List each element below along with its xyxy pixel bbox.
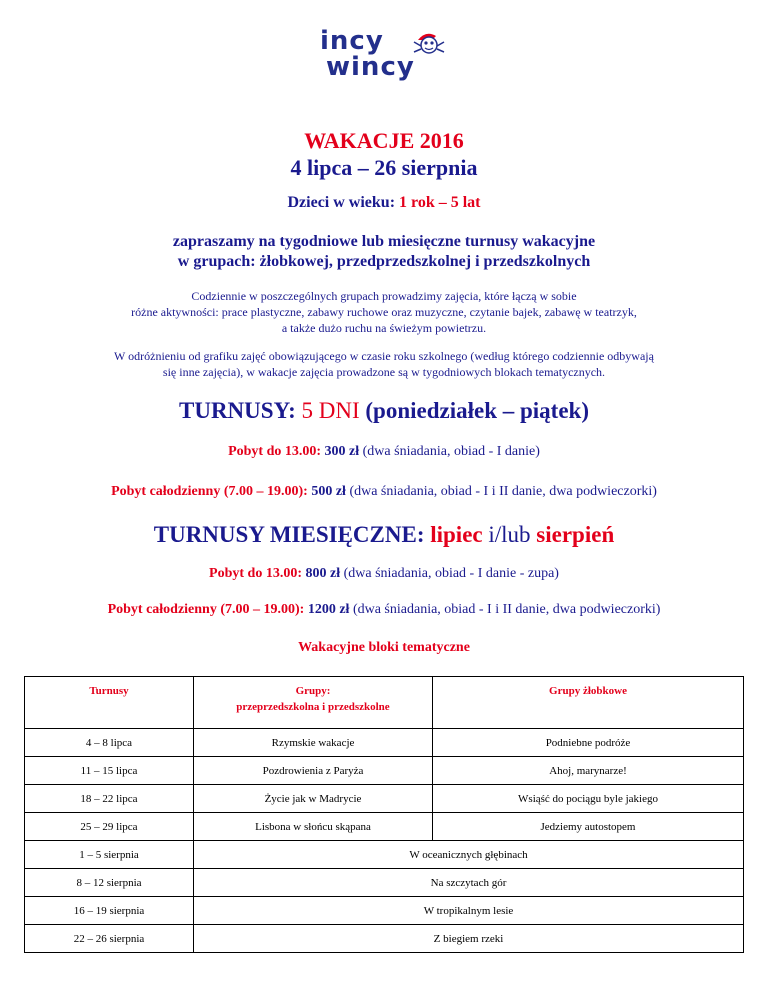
table-cell: 22 – 26 sierpnia (25, 925, 194, 953)
invitation-line-2: w grupach: żłobkowej, przedprzedszkolnej i przedszkolnych (177, 253, 591, 270)
age-value: 1 rok – 5 lat (399, 194, 481, 211)
table-cell: W tropikalnym lesie (194, 897, 744, 925)
table-cell: W oceanicznych głębinach (194, 841, 744, 869)
table-cell: Jedziemy autostopem (433, 813, 744, 841)
table-cell: Na szczytach gór (194, 869, 744, 897)
price-label: Pobyt całodzienny (7.00 – 19.00): (107, 602, 305, 617)
price-desc: (dwa śniadania, obiad - I i II danie, dwa podwieczorki) (349, 484, 657, 499)
table-row (25, 841, 744, 869)
table-cell: Pozdrowienia z Paryża (194, 757, 433, 785)
weekly-price-full-day (0, 484, 768, 500)
table-cell: Ahoj, marynarze! (433, 757, 744, 785)
table-cell: Lisbona w słońcu skąpana (194, 813, 433, 841)
description-line: a także dużo ruchu na świeżym powietrzu. (281, 321, 487, 335)
monthly-heading-a: TURNUSY MIESIĘCZNE: (153, 522, 425, 547)
table-cell: 16 – 19 sierpnia (25, 897, 194, 925)
price-desc: (dwa śniadania, obiad - I danie) (362, 444, 540, 459)
table-cell: 18 – 22 lipca (25, 785, 194, 813)
col-groups-preschool-b: przeprzedszkolna i przedszkolne (236, 701, 390, 713)
price-label: Pobyt całodzienny (7.00 – 19.00): (111, 484, 308, 499)
col-groups-preschool-a: Grupy: (295, 685, 331, 697)
spider-mascot-icon (412, 28, 446, 58)
description-line: Codziennie w poszczególnych grupach prowadzimy zajęcia, które łączą w sobie (191, 289, 577, 303)
table-title: Wakacyjne bloki tematyczne (298, 640, 470, 655)
table-row (25, 925, 744, 953)
date-range: 4 lipca – 26 sierpnia (290, 155, 478, 180)
monthly-heading-c: i/lub (488, 522, 531, 547)
price-label: Pobyt do 13.00: (228, 444, 322, 459)
price-desc: (dwa śniadania, obiad - I i II danie, dwa podwieczorki) (352, 602, 661, 617)
table-cell: Podniebne podróże (433, 729, 744, 757)
col-turnusy: Turnusy (25, 677, 194, 729)
weekly-heading-a: TURNUSY: (179, 398, 296, 423)
age-line (0, 194, 768, 212)
table-cell: 4 – 8 lipca (25, 729, 194, 757)
age-label: Dzieci w wieku: (287, 194, 396, 211)
monthly-heading-b: lipiec (430, 522, 483, 547)
price-value: 300 zł (324, 444, 360, 459)
monthly-heading-d: sierpień (536, 522, 615, 547)
table-body (25, 729, 744, 953)
description-line: różne aktywności: prace plastyczne, zabawy ruchowe oraz muzyczne, czytanie bajek, zabawę w teatrzyk, (131, 305, 637, 319)
table-cell: 25 – 29 lipca (25, 813, 194, 841)
table-cell: Z biegiem rzeki (194, 925, 744, 953)
description-line: W odróżnieniu od grafiku zajęć obowiązującego w czasie roku szkolnego (według którego codziennie odbywają (114, 349, 654, 363)
price-value: 500 zł (311, 484, 346, 499)
table-row (25, 813, 744, 841)
price-label: Pobyt do 13.00: (209, 566, 302, 581)
col-groups-nursery: Grupy żłobkowe (433, 677, 744, 729)
themes-table (24, 676, 744, 953)
table-row (25, 757, 744, 785)
weekly-price-half-day (0, 444, 768, 460)
invitation (0, 232, 768, 272)
logo-line-1: incy (320, 26, 384, 56)
table-row (25, 897, 744, 925)
table-cell: Życie jak w Madrycie (194, 785, 433, 813)
monthly-heading (0, 522, 768, 548)
col-groups-preschool (194, 677, 433, 729)
weekly-heading (0, 398, 768, 424)
price-value: 800 zł (305, 566, 341, 581)
table-row (25, 785, 744, 813)
table-cell: Rzymskie wakacje (194, 729, 433, 757)
table-cell: 1 – 5 sierpnia (25, 841, 194, 869)
invitation-line-1: zapraszamy na tygodniowe lub miesięczne turnusy wakacyjne (172, 233, 596, 250)
description-line: się inne zajęcia), w wakacje zajęcia prowadzone są w tygodniowych blokach tematycznych. (162, 365, 606, 379)
description-2 (0, 348, 768, 380)
table-row (25, 729, 744, 757)
table-cell: 11 – 15 lipca (25, 757, 194, 785)
table-header-row (25, 677, 744, 729)
weekly-heading-c: (poniedziałek – piątek) (365, 398, 589, 423)
weekly-heading-b: 5 DNI (301, 398, 360, 423)
incy-wincy-logo (320, 28, 450, 88)
price-value: 1200 zł (307, 602, 350, 617)
page-title: WAKACJE 2016 (304, 128, 464, 153)
logo-line-2: wincy (326, 52, 415, 82)
price-desc: (dwa śniadania, obiad - I danie - zupa) (343, 566, 559, 581)
monthly-price-full-day (0, 602, 768, 618)
table-cell: Wsiąść do pociągu byle jakiego (433, 785, 744, 813)
table-row (25, 869, 744, 897)
monthly-price-half-day (0, 566, 768, 582)
table-cell: 8 – 12 sierpnia (25, 869, 194, 897)
description-1 (0, 288, 768, 336)
